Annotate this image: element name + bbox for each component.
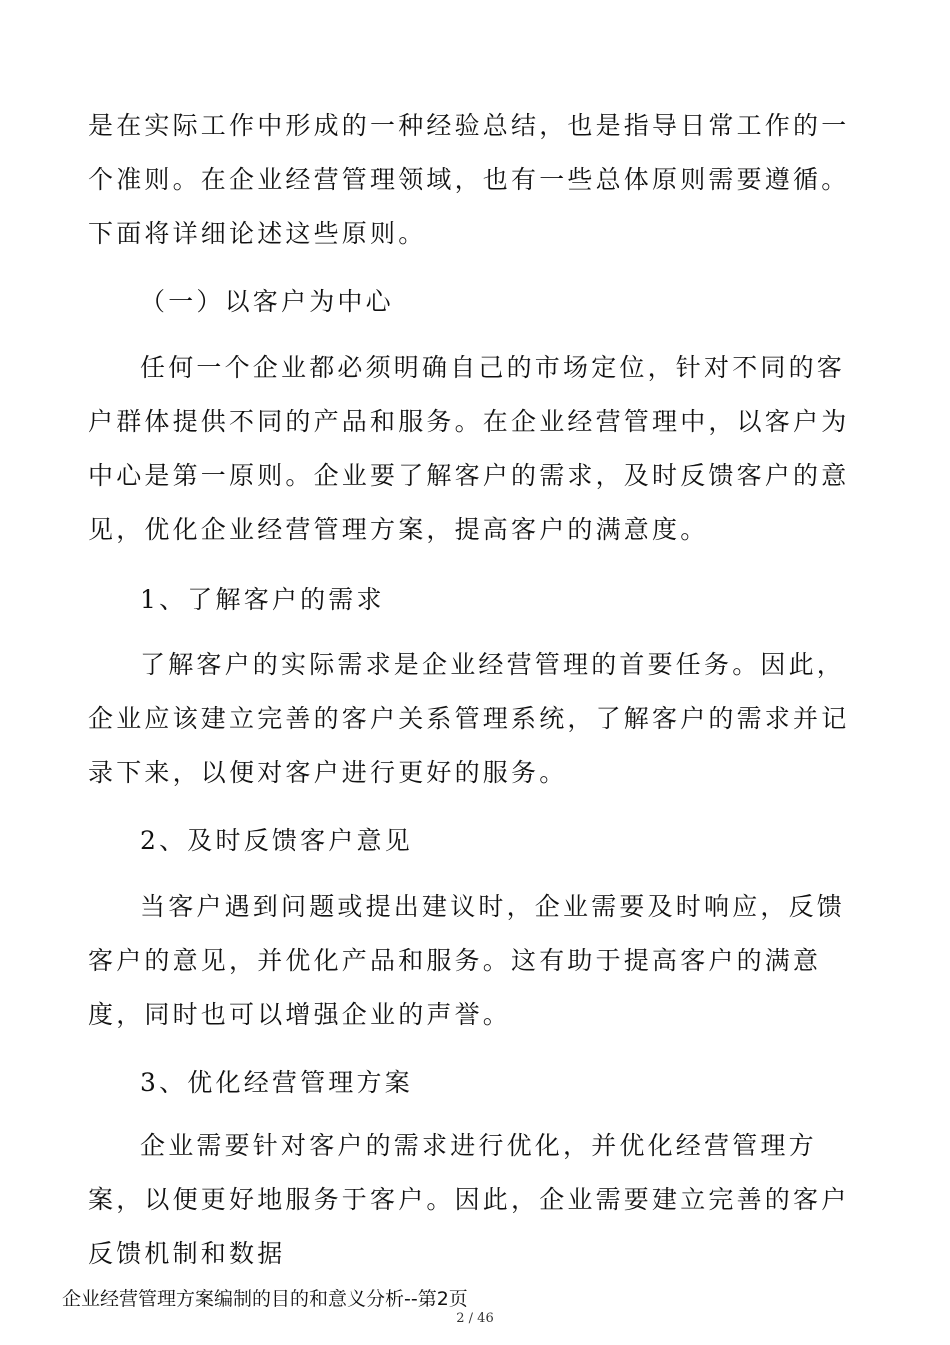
section-paragraph: 任何一个企业都必须明确自己的市场定位，针对不同的客户群体提供不同的产品和服务。在企业经营管理中，以客户为中心是第一原则。企业要了解客户的需求，及时反馈客户的意见，优化企业经营管理方案，提高客户的满意度。 (88, 353, 850, 544)
item-heading-1: 1、了解客户的需求 (140, 585, 385, 614)
page-number: 2 / 46 (456, 1311, 494, 1326)
item-heading-3: 3、优化经营管理方案 (140, 1068, 413, 1097)
section-heading: （一）以客户为中心 (140, 287, 394, 316)
item-heading-2: 2、及时反馈客户意见 (140, 826, 413, 855)
footer-document-title: 企业经营管理方案编制的目的和意义分析--第2页 (62, 1288, 468, 1310)
item-paragraph-2: 当客户遇到问题或提出建议时，企业需要及时响应，反馈客户的意见，并优化产品和服务。这有助于提高客户的满意度，同时也可以增强企业的声誉。 (88, 892, 846, 1029)
intro-paragraph: 是在实际工作中形成的一种经验总结，也是指导日常工作的一个准则。在企业经营管理领域，也有一些总体原则需要遵循。下面将详细论述这些原则。 (88, 111, 850, 248)
item-paragraph-1: 了解客户的实际需求是企业经营管理的首要任务。因此，企业应该建立完善的客户关系管理系统，了解客户的需求并记录下来，以便对客户进行更好的服务。 (88, 650, 850, 787)
item-paragraph-3: 企业需要针对客户的需求进行优化，并优化经营管理方案，以便更好地服务于客户。因此，企业需要建立完善的客户反馈机制和数据 (88, 1131, 850, 1268)
